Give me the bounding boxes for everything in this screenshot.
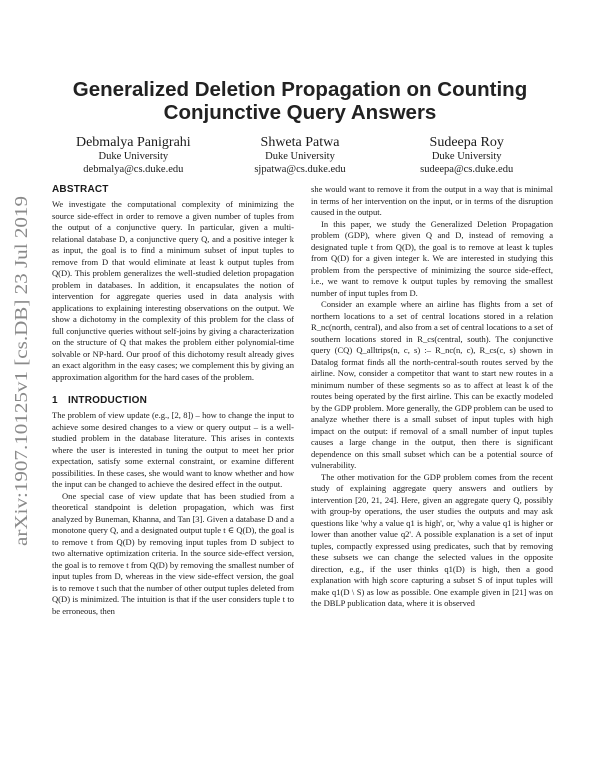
right-column — [311, 184, 553, 610]
author-1 — [50, 134, 217, 176]
intro-paragraph-4: Consider an example where an airline has flights from a set of northern locations to a set of central locations stored in a relation R_nc(north, central), and also from a set of central locations to a set of southern locations stored in R_cs(central, south). The conjunctive query (CQ) Q_alltrips(n, c, s) :– R_nc(n, c), R_cs(c, s) shown in Datalog format finds all the north-central-south routes served by the airline. Now, consider a competitor that want to start new routes in a minimum number of these segments so as to affect at least k of the routes being operated by the first airline. This can be exactly modeled by the GDP problem. More generally, the GDP problem can be used to analyze whether there is a small subset of input tuples with high impact on the output: if removal of a small number of input tuples causes a large change in the output, then there is significant dependence on this small subset which can be a potential source of vulnerability. — [311, 299, 553, 470]
left-column — [52, 184, 294, 617]
intro-heading — [52, 395, 294, 407]
section-title: INTRODUCTION — [68, 395, 148, 406]
author-affiliation: Duke University — [431, 151, 502, 162]
intro-paragraph-2: One special case of view update that has been studied from a theoretical standpoint is deletion propagation, which was first analyzed by Buneman, Khanna, and Tan [3]. Given a database D and a monotone query Q, and a designated output tuple t ∈ Q(D), the goal is to remove t from Q(D) by removing input tuples from D subject to two alternative optimization criteria. In the source side-effect version, the goal is to remove t from Q(D) by removing the smallest number of input tuples from D, whereas in the view side-effect version, the goal is to remove t such that the number of other output tuples deleted from Q(D) is minimized. The intuition is that if the user considers tuple t to be erroneous, then — [52, 490, 294, 616]
author-name: Shweta Patwa — [260, 135, 340, 150]
paper-title — [60, 78, 540, 124]
title-line-2: Conjunctive Query Answers — [163, 101, 437, 124]
intro-paragraph-2-cont: she would want to remove it from the output in a way that is minimal in terms of her intervention on the input, or in terms of the disruption caused in the output. — [311, 184, 553, 217]
abstract-heading: ABSTRACT — [52, 184, 109, 195]
author-email: sjpatwa@cs.duke.edu — [254, 163, 346, 175]
intro-paragraph-5: The other motivation for the GDP problem comes from the recent study of explaining aggregate query answers and outliers by intervention [20, 21, 24]. Here, given an aggregate query Q, possibly with group-by operations, the user studies the outputs and may ask questions like 'why a value q1 is high', or, 'why a value q1 is higher or lower than another value q2'. A possible explanation is a set of input tuples, compactly expressed using predicates, such that by removing these subsets we can change the selected values in the opposite direction, e.g., if the user thinks q1(D) is high, then a good explanation with high score capturing a subset S of input tuples will make q1(D \ S) as low as possible. One example given in [21] was on the DBLP publication data, where it is observed — [311, 471, 553, 608]
intro-paragraph-3: In this paper, we study the Generalized Deletion Propagation problem (GDP), where given Q and D, instead of removing a designated tuple t from Q(D), the goal is to remove at least k tuples from Q(D) for a given integer k. We are interested in studying this problem from the perspective of minimizing the source side-effect, i.e., we want to remove k output tuples by removing the smallest number of input tuples from D. — [311, 218, 553, 298]
author-3 — [383, 134, 550, 176]
abstract-text: We investigate the computational complexity of minimizing the source side-effect in order to remove a given number of tuples from the output of a conjunctive query. In particular, given a multi-relational database D, a conjunctive query Q, and a positive integer k as input, the goal is to find a minimum subset of input tuples to remove from D that would eliminate at least k output tuples from Q(D). This problem generalizes the well-studied deletion propagation problem in databases. In addition, it encapsulates the notion of intervention for aggregate queries used in data analysis with applications to explaining interesting observations on the output. We show a dichotomy in the complexity of this problem for the class of full conjunctive queries without self-joins by giving a characterization on the structure of Q that makes the problem either polynomial-time solvable or NP-hard. Our proof of this dichotomy result already gives an exact algorithm in the easy cases; we complement this by giving an approximation algorithm for the hard cases of the problem. — [52, 199, 294, 382]
author-email: sudeepa@cs.duke.edu — [420, 163, 514, 175]
author-email: debmalya@cs.duke.edu — [83, 163, 184, 175]
author-name: Debmalya Panigrahi — [75, 135, 191, 150]
author-affiliation: Duke University — [265, 151, 335, 162]
author-affiliation: Duke University — [98, 151, 169, 162]
arxiv-identifier — [8, 190, 34, 550]
author-2 — [217, 134, 384, 176]
arxiv-identifier-text: arXiv:1907.10125v1 [cs.DB] 23 Jul 2019 — [11, 255, 31, 546]
author-block — [50, 134, 550, 176]
section-number: 1 — [52, 395, 58, 406]
intro-paragraph-1: The problem of view update (e.g., [2, 8]) – how to change the input to achieve some desired changes to a view or query output – is a well-studied problem in the database literature. This arises in contexts where the user is interested in tuning the output to meet her prior expectation, satisfy some external constraint, or examine different possibilities. In these cases, she would want to know whether and how the input can be changed to achieve the desired effect in the output. — [52, 410, 294, 489]
title-line-1: Generalized Deletion Propagation on Counting — [72, 78, 528, 101]
author-name: Sudeepa Roy — [429, 135, 504, 150]
